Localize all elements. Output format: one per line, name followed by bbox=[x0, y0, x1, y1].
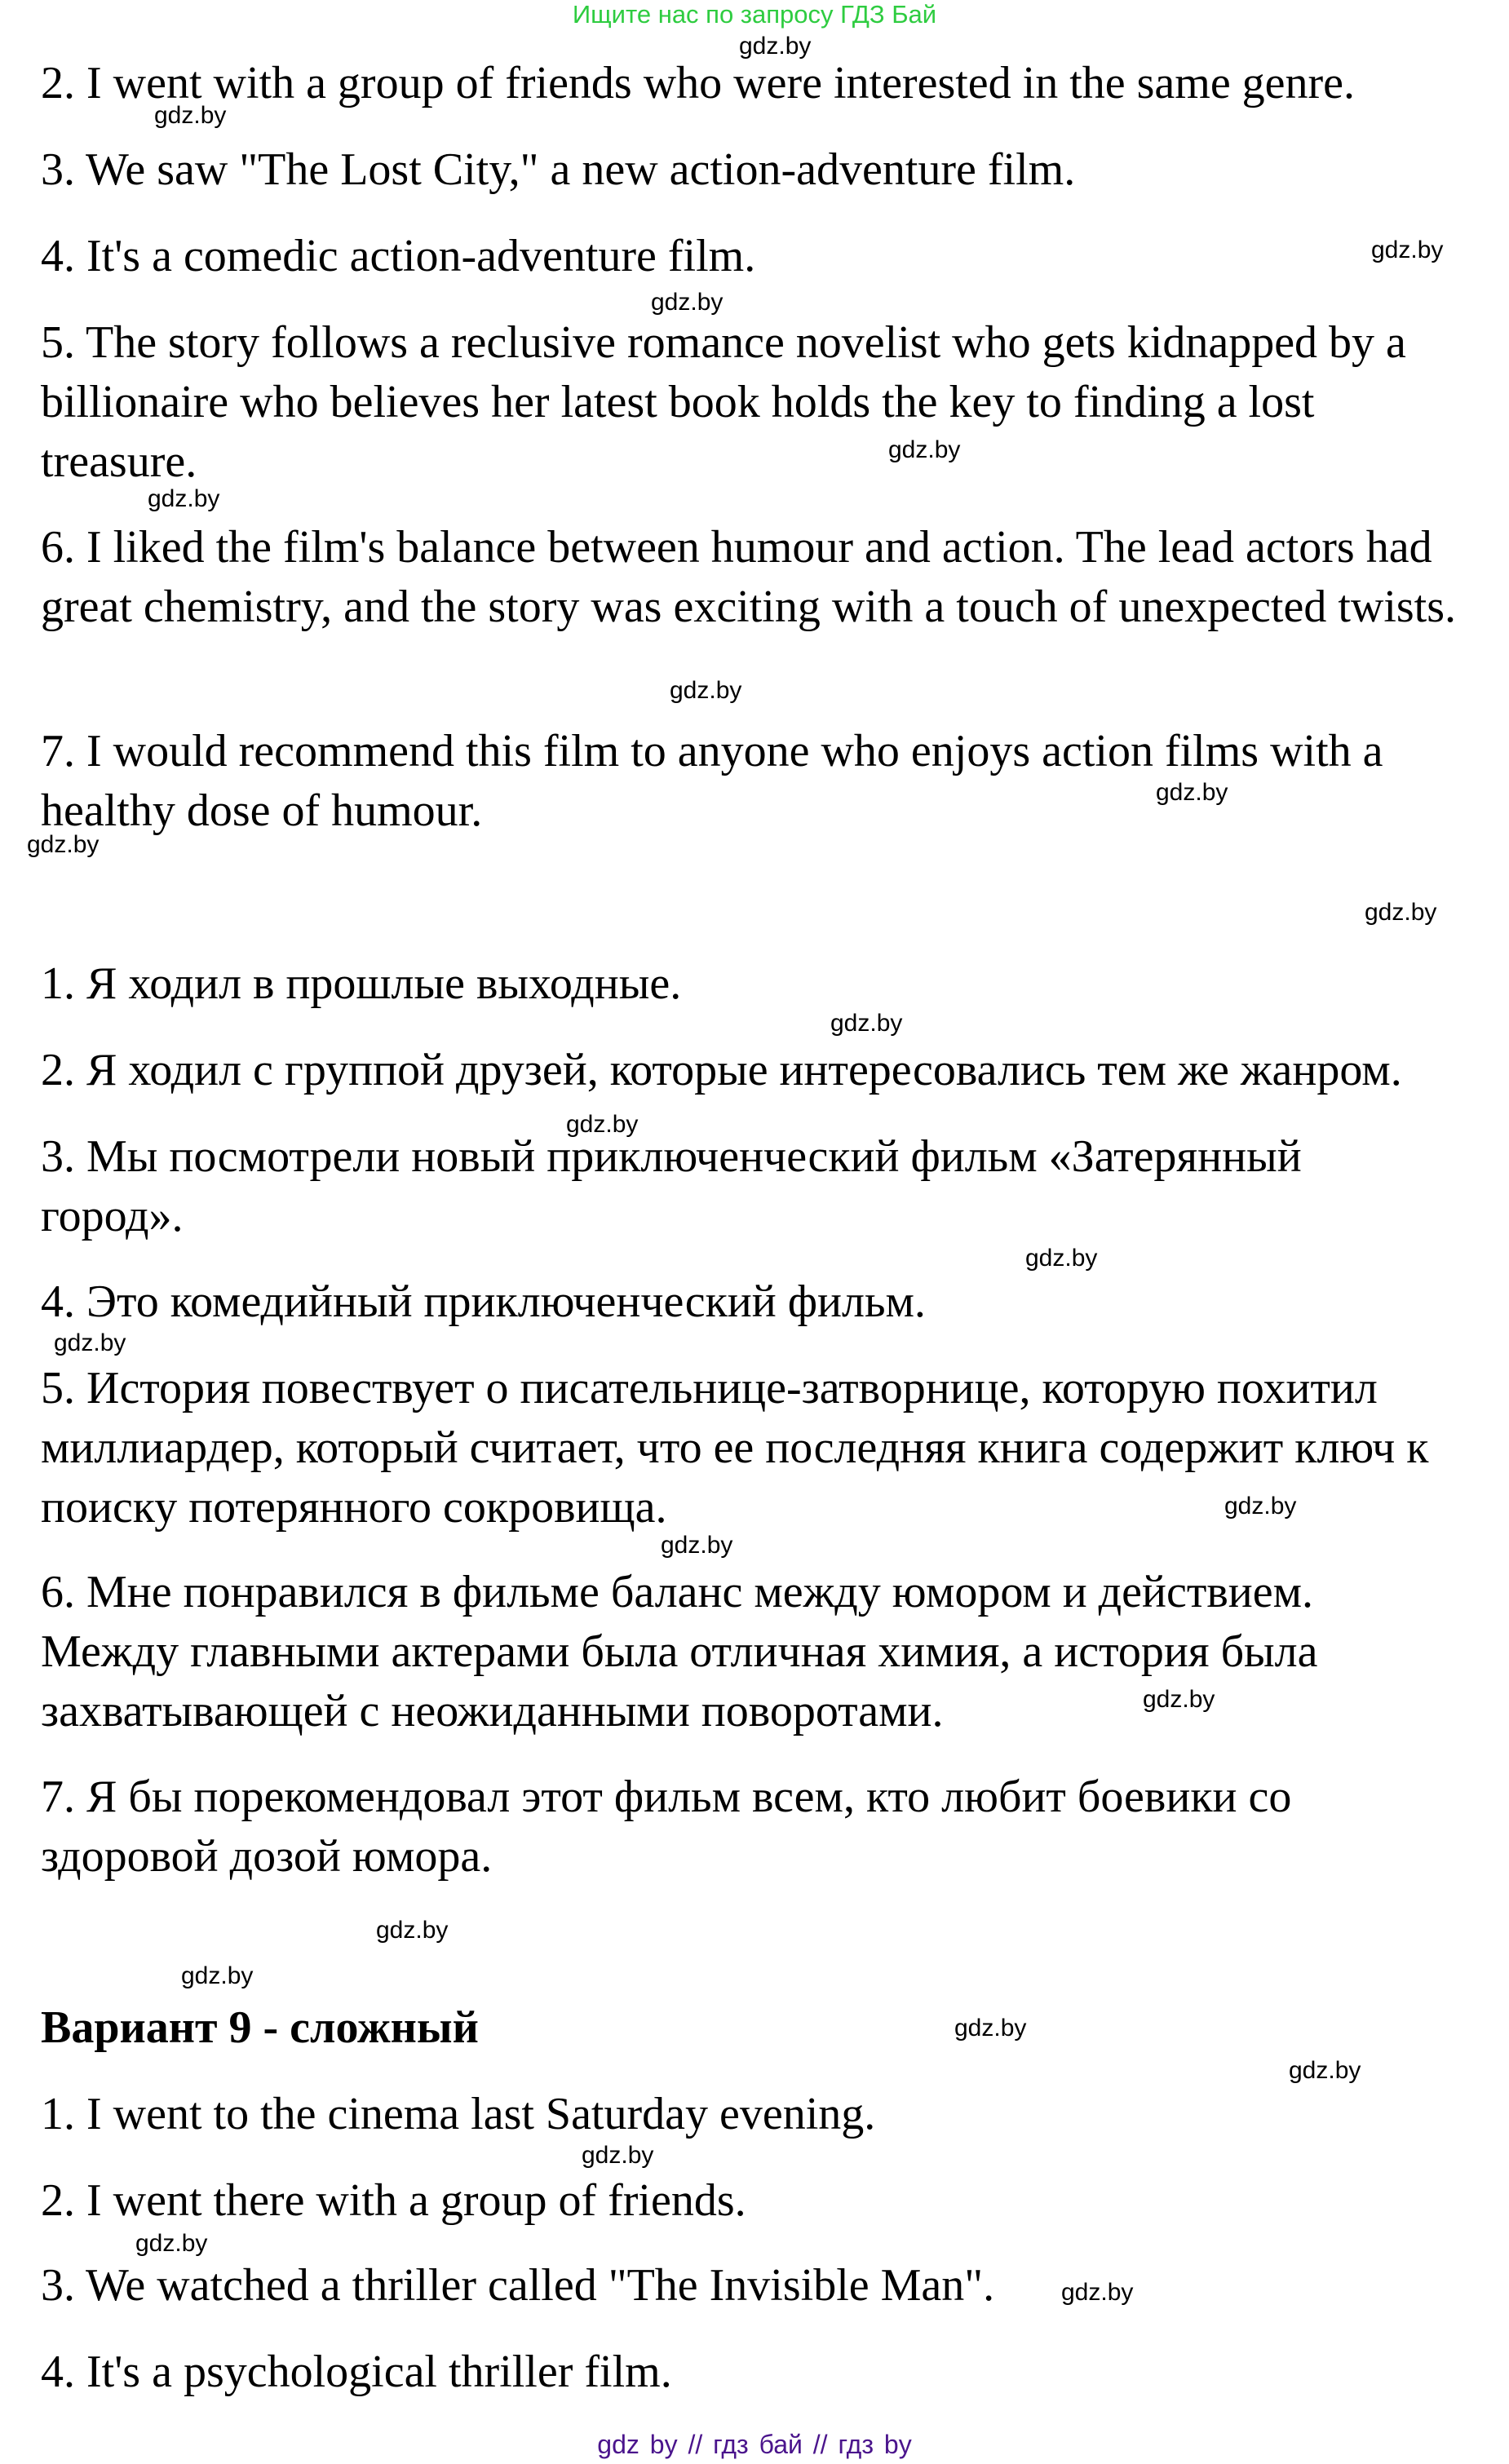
watermark: gdz.by bbox=[181, 1962, 254, 1989]
answer-ru-3: 3. Мы посмотрели новый приключенческий фильм «Затерянный город». bbox=[41, 1131, 1302, 1241]
watermark: gdz.by bbox=[670, 677, 742, 704]
answer-ru-5: 5. История повествует о писательнице-затворнице, которую похитил миллиардер, который считает, что ее последняя книга содержит ключ к поиску потерянного сокровища. bbox=[41, 1363, 1429, 1533]
watermark: gdz.by bbox=[27, 831, 100, 858]
answer-en-5: 5. The story follows a reclusive romance novelist who gets kidnapped by a billionaire who believes her latest book holds the key to finding a lost treasure. bbox=[41, 317, 1406, 487]
watermark: gdz.by bbox=[1365, 899, 1437, 926]
watermark: gdz.by bbox=[582, 2142, 654, 2169]
footer-links[interactable]: gdz by // гдз бай // гдз by bbox=[597, 2430, 912, 2459]
watermark: gdz.by bbox=[1156, 779, 1228, 806]
watermark: gdz.by bbox=[154, 102, 227, 129]
variant-item-3: 3. We watched a thriller called "The Invisible Man". bbox=[41, 2260, 995, 2311]
watermark: gdz.by bbox=[651, 289, 724, 316]
watermark: gdz.by bbox=[135, 2230, 208, 2257]
watermark: gdz.by bbox=[954, 2015, 1027, 2042]
watermark: gdz.by bbox=[888, 436, 961, 463]
answer-en-2: 2. I went with a group of friends who were interested in the same genre. bbox=[41, 58, 1356, 108]
watermark: gdz.by bbox=[376, 1917, 449, 1944]
answer-en-4: 4. It's a comedic action-adventure film. bbox=[41, 231, 756, 281]
watermark: gdz.by bbox=[566, 1111, 639, 1138]
variant-heading: Вариант 9 - сложный bbox=[41, 2002, 479, 2053]
answer-ru-4: 4. Это комедийный приключенческий фильм. bbox=[41, 1276, 926, 1327]
watermark: gdz.by bbox=[1143, 1686, 1215, 1713]
watermark: gdz.by bbox=[1289, 2057, 1361, 2084]
search-banner[interactable]: Ищите нас по запросу ГДЗ Бай bbox=[572, 0, 937, 29]
variant-item-1: 1. I went to the cinema last Saturday evening. bbox=[41, 2089, 876, 2139]
answer-en-3: 3. We saw "The Lost City," a new action-adventure film. bbox=[41, 144, 1076, 195]
answer-ru-1: 1. Я ходил в прошлые выходные. bbox=[41, 958, 682, 1009]
answer-en-6: 6. I liked the film's balance between humour and action. The lead actors had great chemistry, and the story was exciting with a touch of unexpected twists. bbox=[41, 522, 1457, 632]
watermark: gdz.by bbox=[148, 485, 220, 512]
watermark: gdz.by bbox=[54, 1329, 126, 1356]
variant-item-4: 4. It's a psychological thriller film. bbox=[41, 2347, 672, 2397]
watermark: gdz.by bbox=[1224, 1493, 1297, 1520]
answer-ru-7: 7. Я бы порекомендовал этот фильм всем, кто любит боевики со здоровой дозой юмора. bbox=[41, 1772, 1292, 1882]
answer-ru-6: 6. Мне понравился в фильме баланс между юмором и действием. Между главными актерами была отличная химия, а история была захватывающей с неожиданными поворотами. bbox=[41, 1567, 1318, 1736]
watermark: gdz.by bbox=[739, 33, 812, 60]
variant-item-2: 2. I went there with a group of friends. bbox=[41, 2175, 746, 2226]
answer-en-7: 7. I would recommend this film to anyone who enjoys action films with a healthy dose of humour. bbox=[41, 726, 1383, 836]
watermark: gdz.by bbox=[1025, 1245, 1098, 1272]
watermark: gdz.by bbox=[661, 1532, 733, 1559]
watermark: gdz.by bbox=[830, 1010, 903, 1037]
watermark: gdz.by bbox=[1061, 2279, 1134, 2306]
answer-ru-2: 2. Я ходил с группой друзей, которые интересовались тем же жанром. bbox=[41, 1045, 1402, 1095]
watermark: gdz.by bbox=[1371, 237, 1444, 263]
